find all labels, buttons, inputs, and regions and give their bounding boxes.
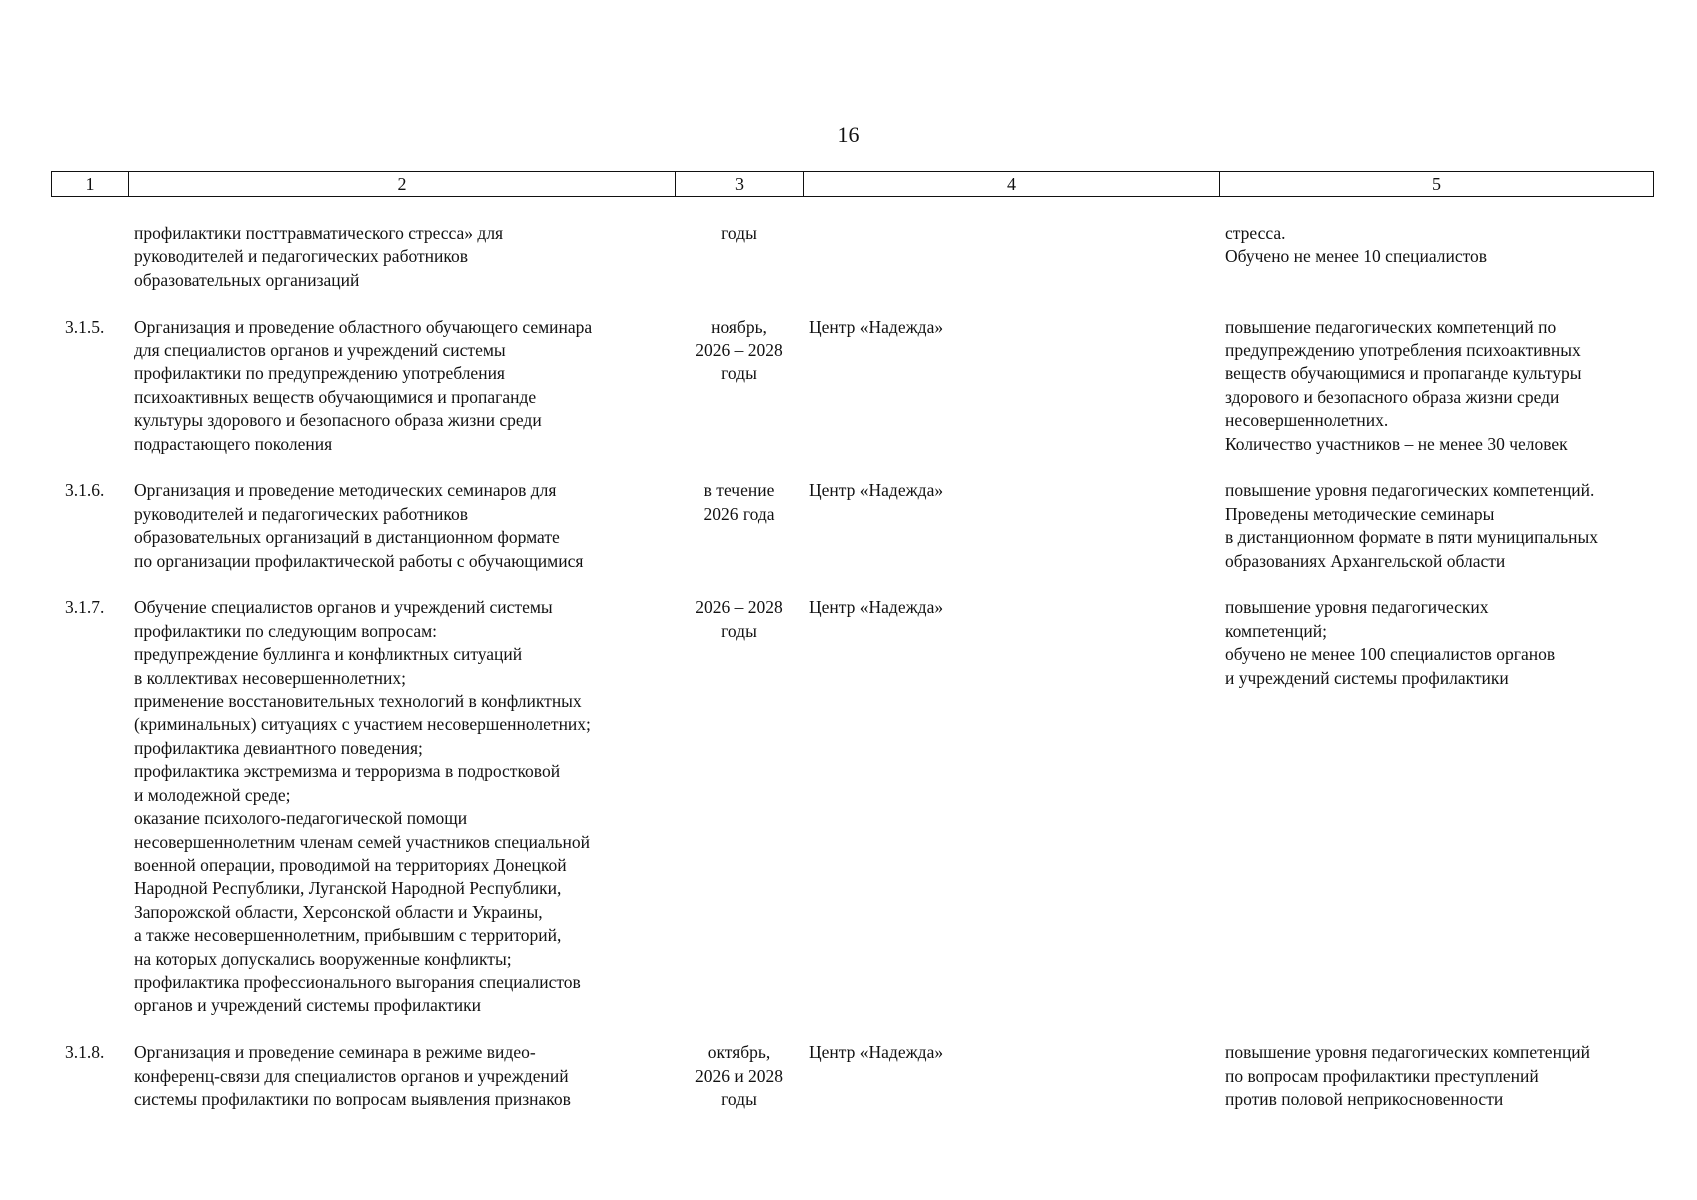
column-number-1: 1 [52, 172, 129, 196]
column-number-3: 3 [676, 172, 804, 196]
row-number: 3.1.7. [65, 597, 105, 618]
activity-name: Организация и проведение областного обучающего семинара для специалистов органов и учреждений системы профилактики по предупреждению употребления психоактивных веществ обучающимися и пропаганде культуры здорового и безопасного образа жизни среди подрастающего поколения [134, 316, 593, 454]
table-column-numbers-header [51, 171, 1654, 197]
table-row [51, 316, 1654, 456]
activity-term: ноябрь, 2026 – 2028 годы [695, 316, 783, 384]
table-row [51, 222, 1654, 292]
row-number: 3.1.6. [65, 480, 105, 501]
activity-term: 2026 – 2028 годы [695, 597, 783, 641]
activity-result: стресса. Обучено не менее 10 специалистов [1225, 223, 1488, 267]
table-row [51, 1041, 1654, 1111]
table-row [51, 596, 1654, 1017]
column-number-5: 5 [1432, 174, 1441, 194]
activity-executor: Центр «Надежда» [809, 316, 944, 337]
row-number: 3.1.5. [65, 316, 105, 337]
activity-name: профилактики посттравматического стресса» для руководителей и педагогических работников образовательных организаций [134, 223, 504, 290]
column-number-2: 2 [129, 172, 676, 196]
activity-result: повышение уровня педагогических компетенций; обучено не менее 100 специалистов органов и учреждений системы профилактики [1225, 597, 1556, 688]
row-number: 3.1.8. [65, 1042, 105, 1063]
activity-result: повышение педагогических компетенций по предупреждению употребления психоактивных веществ обучающимися и пропаганде культуры здорового и безопасного образа жизни среди несовершеннолетних. Количество участников – не менее 30 человек [1225, 316, 1582, 454]
table-body [51, 222, 1654, 1135]
activity-name: Организация и проведение семинара в режиме видео- конференц-связи для специалистов органов и учреждений системы профилактики по вопросам выявления признаков [134, 1042, 571, 1109]
activity-name: Обучение специалистов органов и учреждений системы профилактики по следующим вопросам: предупреждение буллинга и конфликтных ситуаций в коллективах несовершеннолетних; применение восстановительных технологий в конфликтных (криминальных) ситуациях с участием несовершеннолетних; профилактика девиантного поведения; профилактика экстремизма и терроризма в подростковой и молодежной среде; оказание психолого-педагогической помощи несовершеннолетним членам семей участников специальной военной операции, проводимой на территориях Донецкой Народной Республики, Луганской Народной Республики, Запорожской области, Херсонской области и Украины, а также несовершеннолетним, прибывшим с территорий, на которых допускались вооруженные конфликты; профилактика профессионального выгорания специалистов органов и учреждений системы профилактики [134, 597, 591, 1016]
activity-executor: Центр «Надежда» [809, 597, 944, 618]
table-row [51, 479, 1654, 573]
activity-executor: Центр «Надежда» [809, 1042, 944, 1063]
page-number: 16 [837, 122, 860, 147]
activity-result: повышение уровня педагогических компетенций. Проведены методические семинары в дистанционном формате в пяти муниципальных образованиях Архангельской области [1225, 480, 1598, 571]
activity-term: октябрь, 2026 и 2028 годы [694, 1042, 784, 1109]
column-number-4: 4 [804, 172, 1220, 196]
row-number [51, 222, 128, 292]
activity-name: Организация и проведение методических семинаров для руководителей и педагогических работников образовательных организаций в дистанционном формате по организации профилактической работы с обучающимися [134, 480, 584, 571]
activity-term: годы [721, 223, 757, 243]
activity-result: повышение уровня педагогических компетенций по вопросам профилактики преступлений против половой неприкосновенности [1225, 1042, 1591, 1109]
activity-executor: Центр «Надежда» [809, 480, 944, 501]
activity-executor [803, 222, 1219, 292]
activity-term: в течение 2026 года [703, 480, 775, 524]
